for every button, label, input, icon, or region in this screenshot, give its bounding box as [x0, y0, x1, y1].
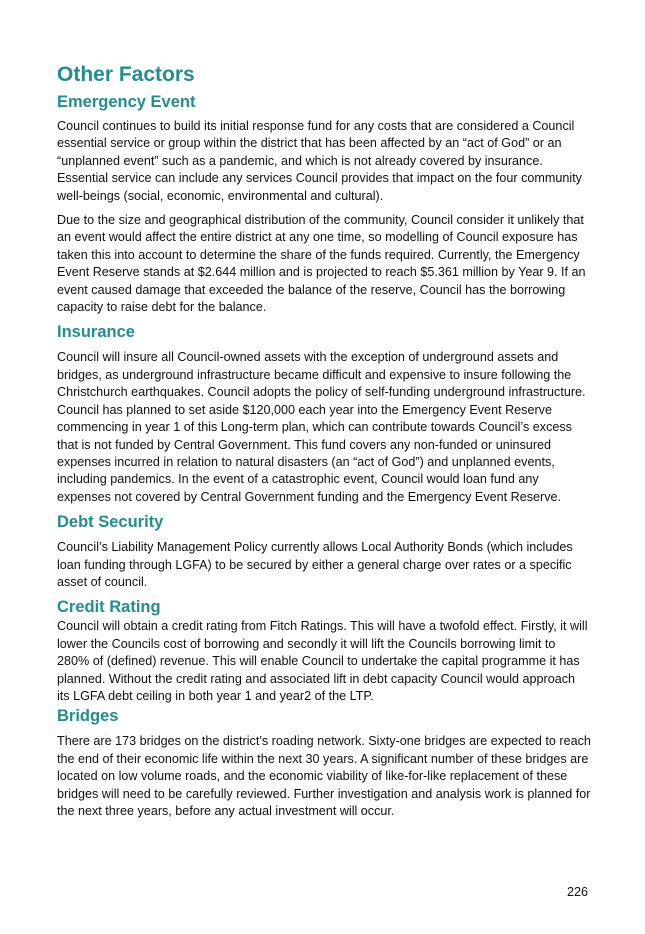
section-heading-emergency-event: Emergency Event [57, 93, 196, 111]
paragraph-credit-rating: Council will obtain a credit rating from Fitch Ratings. This will have a twofold effect. Firstly, it will lower the Councils cost of borrowing and secondly it will lift the Councils borrowing limit to 280% of (defined) revenue. This will enable Council to undertake the capital programme it has planned. Without the credit rating and associated lift in debt capacity Council would approach its LGFA debt ceiling in both year 1 and year2 of the LTP. [57, 619, 588, 703]
page-number: 226 [566, 885, 588, 899]
paragraph-insurance: Council will insure all Council-owned assets with the exception of underground assets and bridges, as underground infrastructure became difficult and expensive to insure following the Christchurch earthquakes. Council adopts the policy of self-funding underground infrastructure. Council has planned to set aside $120,000 each year into the Emergency Event Reserve commencing in year 1 of this Long-term plan, which can contribute towards Council’s excess that is not funded by Central Government. This fund covers any non-funded or uninsured expenses incurred in relation to natural disasters (an “act of God”) and unplanned events, including pandemics. In the event of a catastrophic event, Council would loan fund any expenses not covered by Central Government funding and the Emergency Event Reserve. [57, 350, 586, 504]
section-heading-debt-security: Debt Security [57, 513, 164, 532]
paragraph-emergency-event-1: Council continues to build its initial response fund for any costs that are considered a Council essential service or group within the district that has been affected by an “act of God” or an “unplanned event” such as a pandemic, and which is not already covered by insurance. Essential service can include any services Council provides that impact on the four community well-beings (social, economic, environmental and cultural). [57, 119, 582, 203]
document-page [57, 62, 591, 820]
section-heading-bridges: Bridges [57, 707, 119, 726]
page-title: Other Factors [57, 63, 195, 86]
paragraph-bridges: There are 173 bridges on the district’s roading network. Sixty-one bridges are expected to reach the end of their economic life within the next 30 years. A significant number of these bridges are located on low volume roads, and the economic viability of like-for-like replacement of these bridges will need to be carefully reviewed. Further investigation and analysis work is planned for the next three years, before any actual investment will occur. [57, 734, 591, 818]
section-heading-insurance: Insurance [57, 323, 135, 342]
paragraph-debt-security: Council’s Liability Management Policy currently allows Local Authority Bonds (which includes loan funding through LGFA) to be secured by either a general charge over rates or a specific asset of council. [57, 540, 573, 589]
section-heading-credit-rating: Credit Rating [57, 598, 161, 617]
paragraph-emergency-event-2: Due to the size and geographical distribution of the community, Council consider it unlikely that an event would affect the entire district at any one time, so modelling of Council exposure has taken this into account to determine the share of the funds required. Currently, the Emergency Event Reserve stands at $2.644 million and is projected to reach $5.361 million by Year 9. If an event caused damage that exceeded the balance of the reserve, Council has the borrowing capacity to raise debt for the balance. [57, 213, 586, 315]
